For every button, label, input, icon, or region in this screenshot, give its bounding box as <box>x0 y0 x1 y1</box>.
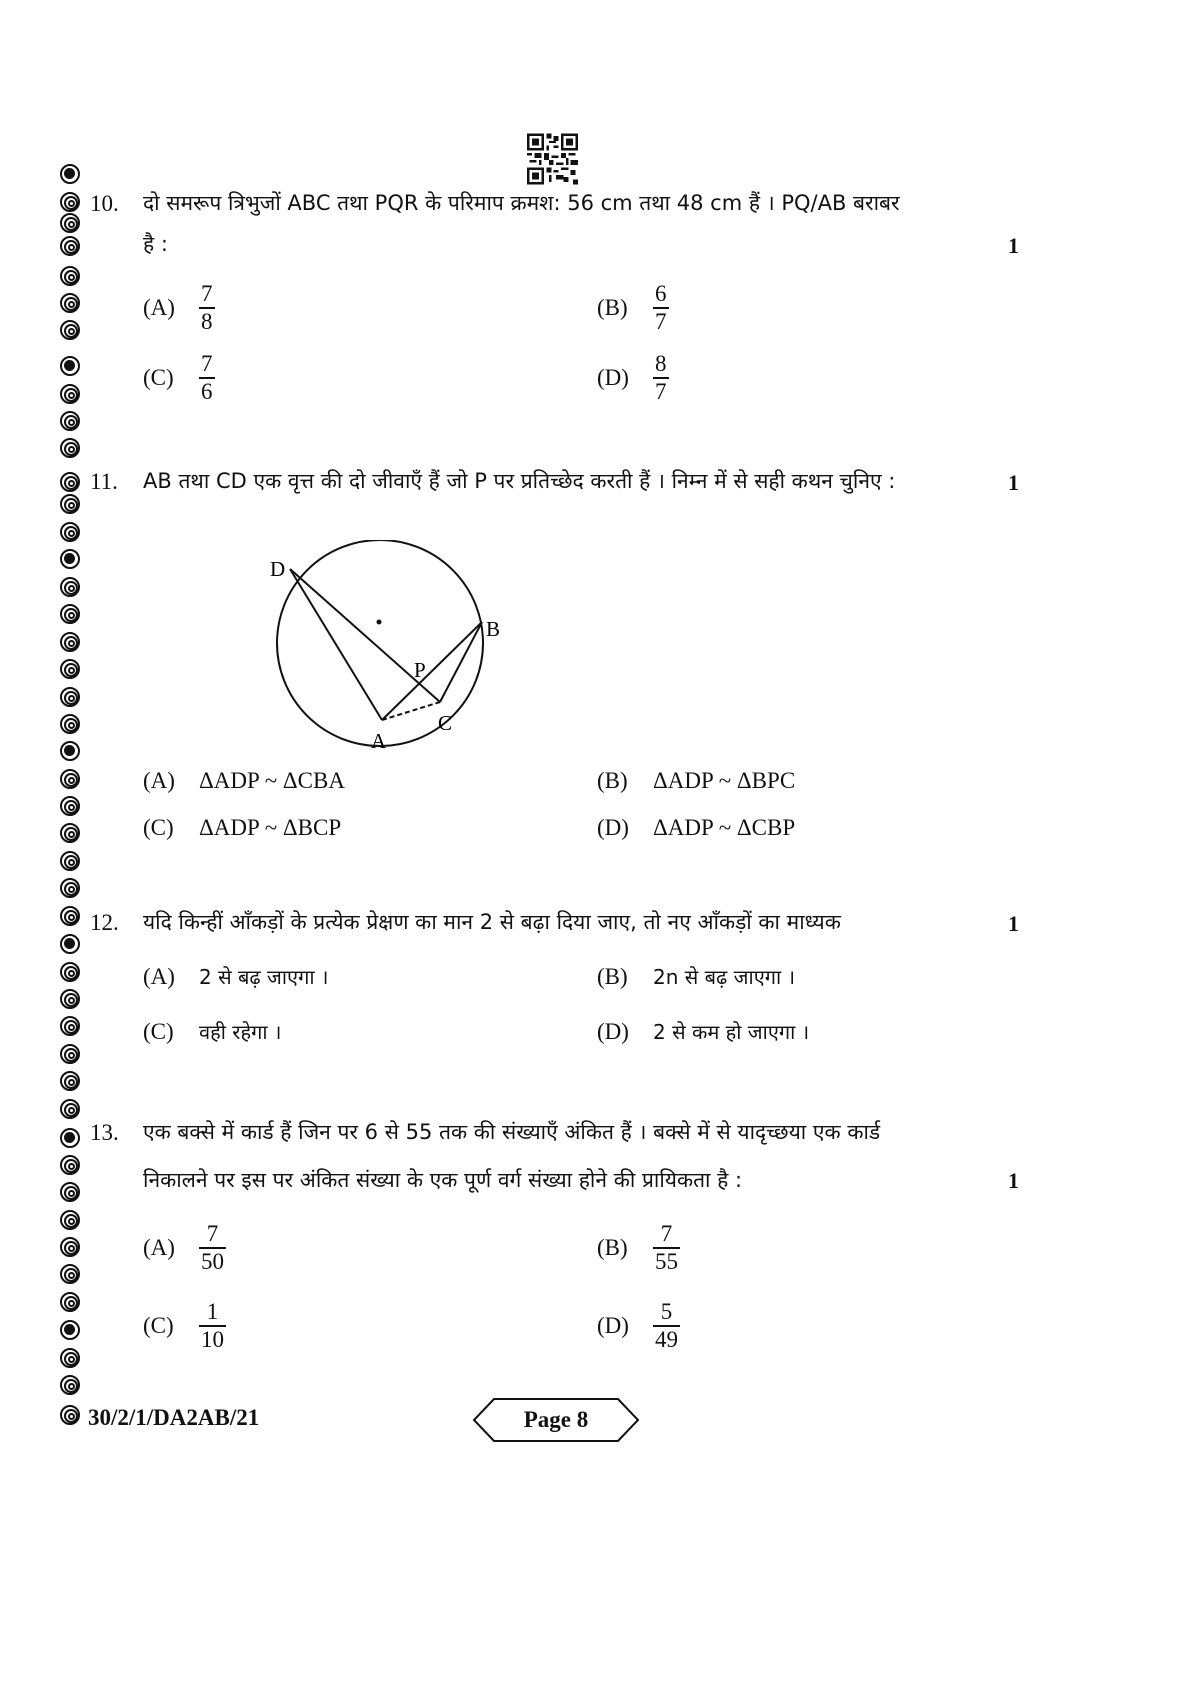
option-label: (B) <box>597 768 628 793</box>
numerator: 1 <box>206 1299 219 1324</box>
option-text: वही रहेगा । <box>199 1020 282 1044</box>
option-d <box>597 815 795 841</box>
option-c <box>143 1300 226 1352</box>
registration-marker-icon <box>60 1375 80 1395</box>
question-text: एक बक्से में कार्ड हैं जिन पर 6 से 55 तक की संख्याएँ अंकित हैं । बक्से में से यादृच्छया एक कार्ड <box>143 1120 881 1144</box>
registration-marker-filled-icon <box>60 1320 80 1340</box>
option-label: (D) <box>597 364 629 390</box>
denominator: 6 <box>201 378 213 404</box>
registration-marker-icon <box>60 438 80 458</box>
paper-code: 30/2/1/DA2AB/21 <box>88 1405 260 1430</box>
numerator: 5 <box>660 1299 673 1324</box>
registration-marker-icon <box>60 577 80 597</box>
registration-marker-icon <box>60 632 80 652</box>
registration-marker-icon <box>60 1210 80 1230</box>
registration-marker-icon <box>60 266 80 286</box>
registration-marker-icon <box>60 192 80 212</box>
registration-marker-icon <box>60 659 80 679</box>
option-d <box>597 1018 809 1045</box>
question-text-continued: है : <box>143 232 168 256</box>
registration-marker-icon <box>60 411 80 431</box>
registration-marker-filled-icon <box>60 356 80 376</box>
registration-marker-icon <box>60 1405 80 1425</box>
option-b <box>597 963 795 990</box>
registration-marker-icon <box>60 1044 80 1064</box>
marks: 1 <box>1008 1168 1019 1193</box>
registration-marker-icon <box>60 1099 80 1119</box>
registration-marker-icon <box>60 1182 80 1202</box>
option-label: (C) <box>143 1018 174 1044</box>
page-number-badge <box>472 1397 640 1443</box>
question-number: 11. <box>90 469 118 494</box>
registration-marker-icon <box>60 687 80 707</box>
fraction <box>199 352 215 404</box>
registration-marker-icon <box>60 1071 80 1091</box>
marks: 1 <box>1008 470 1019 495</box>
numerator: 7 <box>206 1221 219 1246</box>
point-label-b: B <box>486 617 501 641</box>
option-label: (D) <box>597 1312 629 1338</box>
numerator: 7 <box>201 281 213 306</box>
option-a <box>143 768 345 794</box>
registration-marker-icon <box>60 1264 80 1284</box>
fraction <box>653 352 669 404</box>
point-label-p: P <box>414 658 426 682</box>
registration-marker-icon <box>60 384 80 404</box>
option-text: ΔADP ~ ΔCBA <box>199 768 345 793</box>
registration-marker-icon <box>60 823 80 843</box>
registration-marker-icon <box>60 604 80 624</box>
point-label-d: D <box>270 557 286 581</box>
registration-marker-icon <box>60 522 80 542</box>
registration-marker-icon <box>60 1155 80 1175</box>
registration-marker-filled-icon <box>60 549 80 569</box>
option-d <box>597 352 669 404</box>
option-label: (D) <box>597 815 629 840</box>
qr-code-icon <box>527 133 578 185</box>
registration-marker-icon <box>60 796 80 816</box>
denominator: 7 <box>655 378 667 404</box>
option-label: (B) <box>597 1234 628 1260</box>
numerator: 7 <box>660 1221 673 1246</box>
point-label-c: C <box>438 711 453 735</box>
option-label: (A) <box>143 963 175 989</box>
denominator: 50 <box>201 1248 224 1274</box>
registration-marker-icon <box>60 962 80 982</box>
marks: 1 <box>1008 233 1019 258</box>
option-label: (B) <box>597 963 628 989</box>
option-label: (A) <box>143 294 175 320</box>
denominator: 7 <box>655 308 667 334</box>
registration-marker-icon <box>60 906 80 926</box>
registration-marker-icon <box>60 1348 80 1368</box>
registration-marker-icon <box>60 989 80 1009</box>
option-label: (C) <box>143 364 174 390</box>
registration-marker-icon <box>60 769 80 789</box>
fraction <box>653 1300 680 1352</box>
question-text: यदि किन्हीं आँकड़ों के प्रत्येक प्रेक्षण का मान 2 से बढ़ा दिया जाए, तो नए आँकड़ों का माध्यक <box>143 910 841 934</box>
marks: 1 <box>1008 911 1019 936</box>
registration-marker-filled-icon <box>60 1128 80 1148</box>
registration-marker-icon <box>60 293 80 313</box>
question-number: 12. <box>90 910 119 935</box>
option-text: 2 से बढ़ जाएगा । <box>199 965 329 989</box>
fraction <box>653 1222 680 1274</box>
registration-marker-filled-icon <box>60 741 80 761</box>
option-a <box>143 282 215 334</box>
option-label: (C) <box>143 1312 174 1338</box>
question-number: 13. <box>90 1120 119 1145</box>
question-number: 10. <box>90 191 119 216</box>
point-label-a: A <box>371 729 387 753</box>
registration-marker-filled-icon <box>60 934 80 954</box>
option-text: ΔADP ~ ΔBPC <box>653 768 796 793</box>
fraction <box>199 282 215 334</box>
registration-marker-icon <box>60 1292 80 1312</box>
denominator: 55 <box>655 1248 678 1274</box>
registration-marker-icon <box>60 851 80 871</box>
question-text-continued: निकालने पर इस पर अंकित संख्या के एक पूर्ण वर्ग संख्या होने की प्रायिकता है : <box>143 1168 743 1192</box>
option-text: ΔADP ~ ΔCBP <box>653 815 796 840</box>
fraction <box>199 1222 226 1274</box>
registration-marker-icon <box>60 320 80 340</box>
registration-marker-filled-icon <box>60 164 80 184</box>
option-a <box>143 1222 226 1274</box>
option-label: (D) <box>597 1018 629 1044</box>
denominator: 49 <box>655 1326 678 1352</box>
numerator: 8 <box>655 351 667 376</box>
registration-marker-icon <box>60 213 80 233</box>
registration-marker-icon <box>60 714 80 734</box>
option-c <box>143 815 341 841</box>
registration-marker-icon <box>60 878 80 898</box>
option-label: (A) <box>143 768 175 793</box>
registration-marker-icon <box>60 472 80 492</box>
option-b <box>597 768 795 794</box>
option-label: (A) <box>143 1234 175 1260</box>
option-b <box>597 1222 680 1274</box>
option-a <box>143 963 328 990</box>
registration-marker-icon <box>60 1237 80 1257</box>
option-c <box>143 1018 281 1045</box>
question-text: दो समरूप त्रिभुजों ABC तथा PQR के परिमाप क्रमश: 56 cm तथा 48 cm हैं । PQ/AB बराबर <box>143 191 900 215</box>
option-text: 2 से कम हो जाएगा । <box>653 1020 810 1044</box>
numerator: 6 <box>655 281 667 306</box>
registration-marker-icon <box>60 236 80 256</box>
registration-marker-icon <box>60 1016 80 1036</box>
page-number: Page 8 <box>523 1407 589 1432</box>
fraction <box>199 1300 226 1352</box>
option-b <box>597 282 669 334</box>
option-text: 2n से बढ़ जाएगा । <box>653 965 796 989</box>
question-text: AB तथा CD एक वृत्त की दो जीवाएँ हैं जो P पर प्रतिच्छेद करती हैं । निम्न में से सही कथन चुनिए : <box>143 469 896 493</box>
denominator: 8 <box>201 308 213 334</box>
option-d <box>597 1300 680 1352</box>
denominator: 10 <box>201 1326 224 1352</box>
option-label: (B) <box>597 294 628 320</box>
option-c <box>143 352 215 404</box>
option-text: ΔADP ~ ΔBCP <box>199 815 342 840</box>
option-label: (C) <box>143 815 174 840</box>
fraction <box>653 282 669 334</box>
numerator: 7 <box>201 351 213 376</box>
registration-marker-icon <box>60 494 80 514</box>
